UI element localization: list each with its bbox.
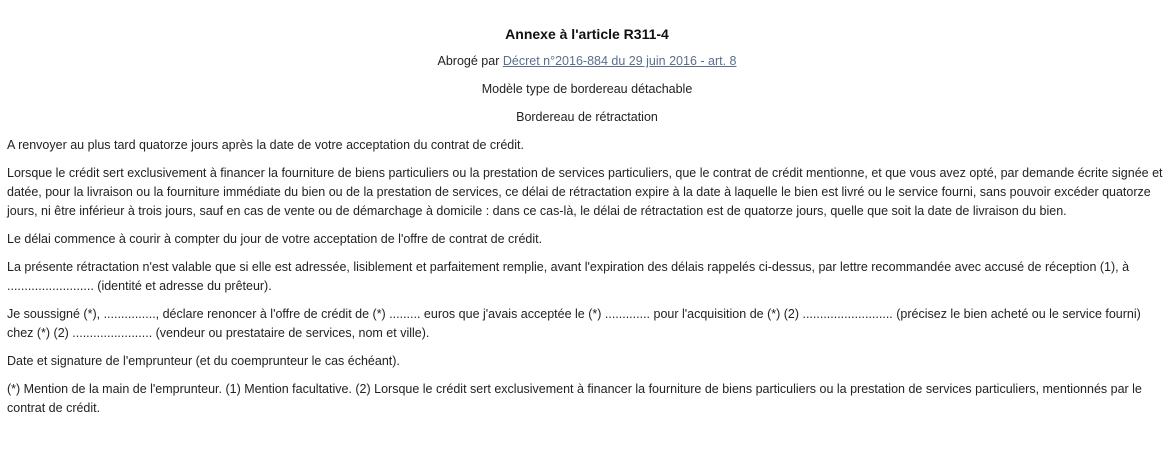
paragraph-signature: Date et signature de l'emprunteur (et du coemprunteur le cas échéant). (7, 354, 400, 368)
article-title: Annexe à l'article R311-4 (505, 26, 669, 42)
paragraph-delay-start: Le délai commence à courir à compter du jour de votre acceptation de l'offre de contrat de crédit. (7, 232, 543, 246)
paragraph-return-deadline: A renvoyer au plus tard quatorze jours après la date de votre acceptation du contrat de crédit. (7, 138, 524, 152)
model-label: Modèle type de bordereau détachable (481, 82, 693, 96)
paragraph-credit-conditions: Lorsque le crédit sert exclusivement à financer la fourniture de biens particuliers ou la prestation de services particuliers, que le contrat de crédit mentionne, et que vous avez opté, par demande écrite signée et datée, pour la livraison ou la fourniture immédiate du bien ou de la prestation de services, ce délai de rétractation expire à la date à laquelle le bien est livré ou le service fourni, sans pouvoir excéder quatorze jours, ni être inférieur à trois jours, sauf en cas de vente ou de démarchage à domicile : dans ce cas-là, le délai de rétractation est de quatorze jours, quelle que soit la date de livraison du bien. (7, 166, 1163, 218)
form-label: Bordereau de rétractation (516, 110, 658, 124)
decree-link[interactable]: Décret n°2016-884 du 29 juin 2016 - art. 8 (502, 54, 737, 68)
paragraph-validity: La présente rétractation n'est valable que si elle est adressée, lisiblement et parfaitement remplie, avant l'expiration des délais rappelés ci-dessus, par lettre recommandée avec accusé de réception (1), à ......................... (identité et adresse du prêteur). (7, 260, 1130, 293)
abrogation-prefix: Abrogé par (437, 54, 500, 68)
paragraph-declaration: Je soussigné (*), ..............., déclare renoncer à l'offre de crédit de (*) ......... euros que j'avais acceptée le (*) ............. pour l'acquisition de (*) (2) .......................... (précisez le bien acheté ou le service fourni) chez (*) (2) ....................... (vendeur ou prestataire de services, nom et ville). (7, 307, 1141, 340)
abrogation-line (7, 52, 1167, 71)
paragraph-footnotes: (*) Mention de la main de l'emprunteur. (1) Mention facultative. (2) Lorsque le crédit sert exclusivement à financer la fourniture de biens particuliers ou la prestation de services particuliers, mentionnés par le contrat de crédit. (7, 382, 1142, 415)
